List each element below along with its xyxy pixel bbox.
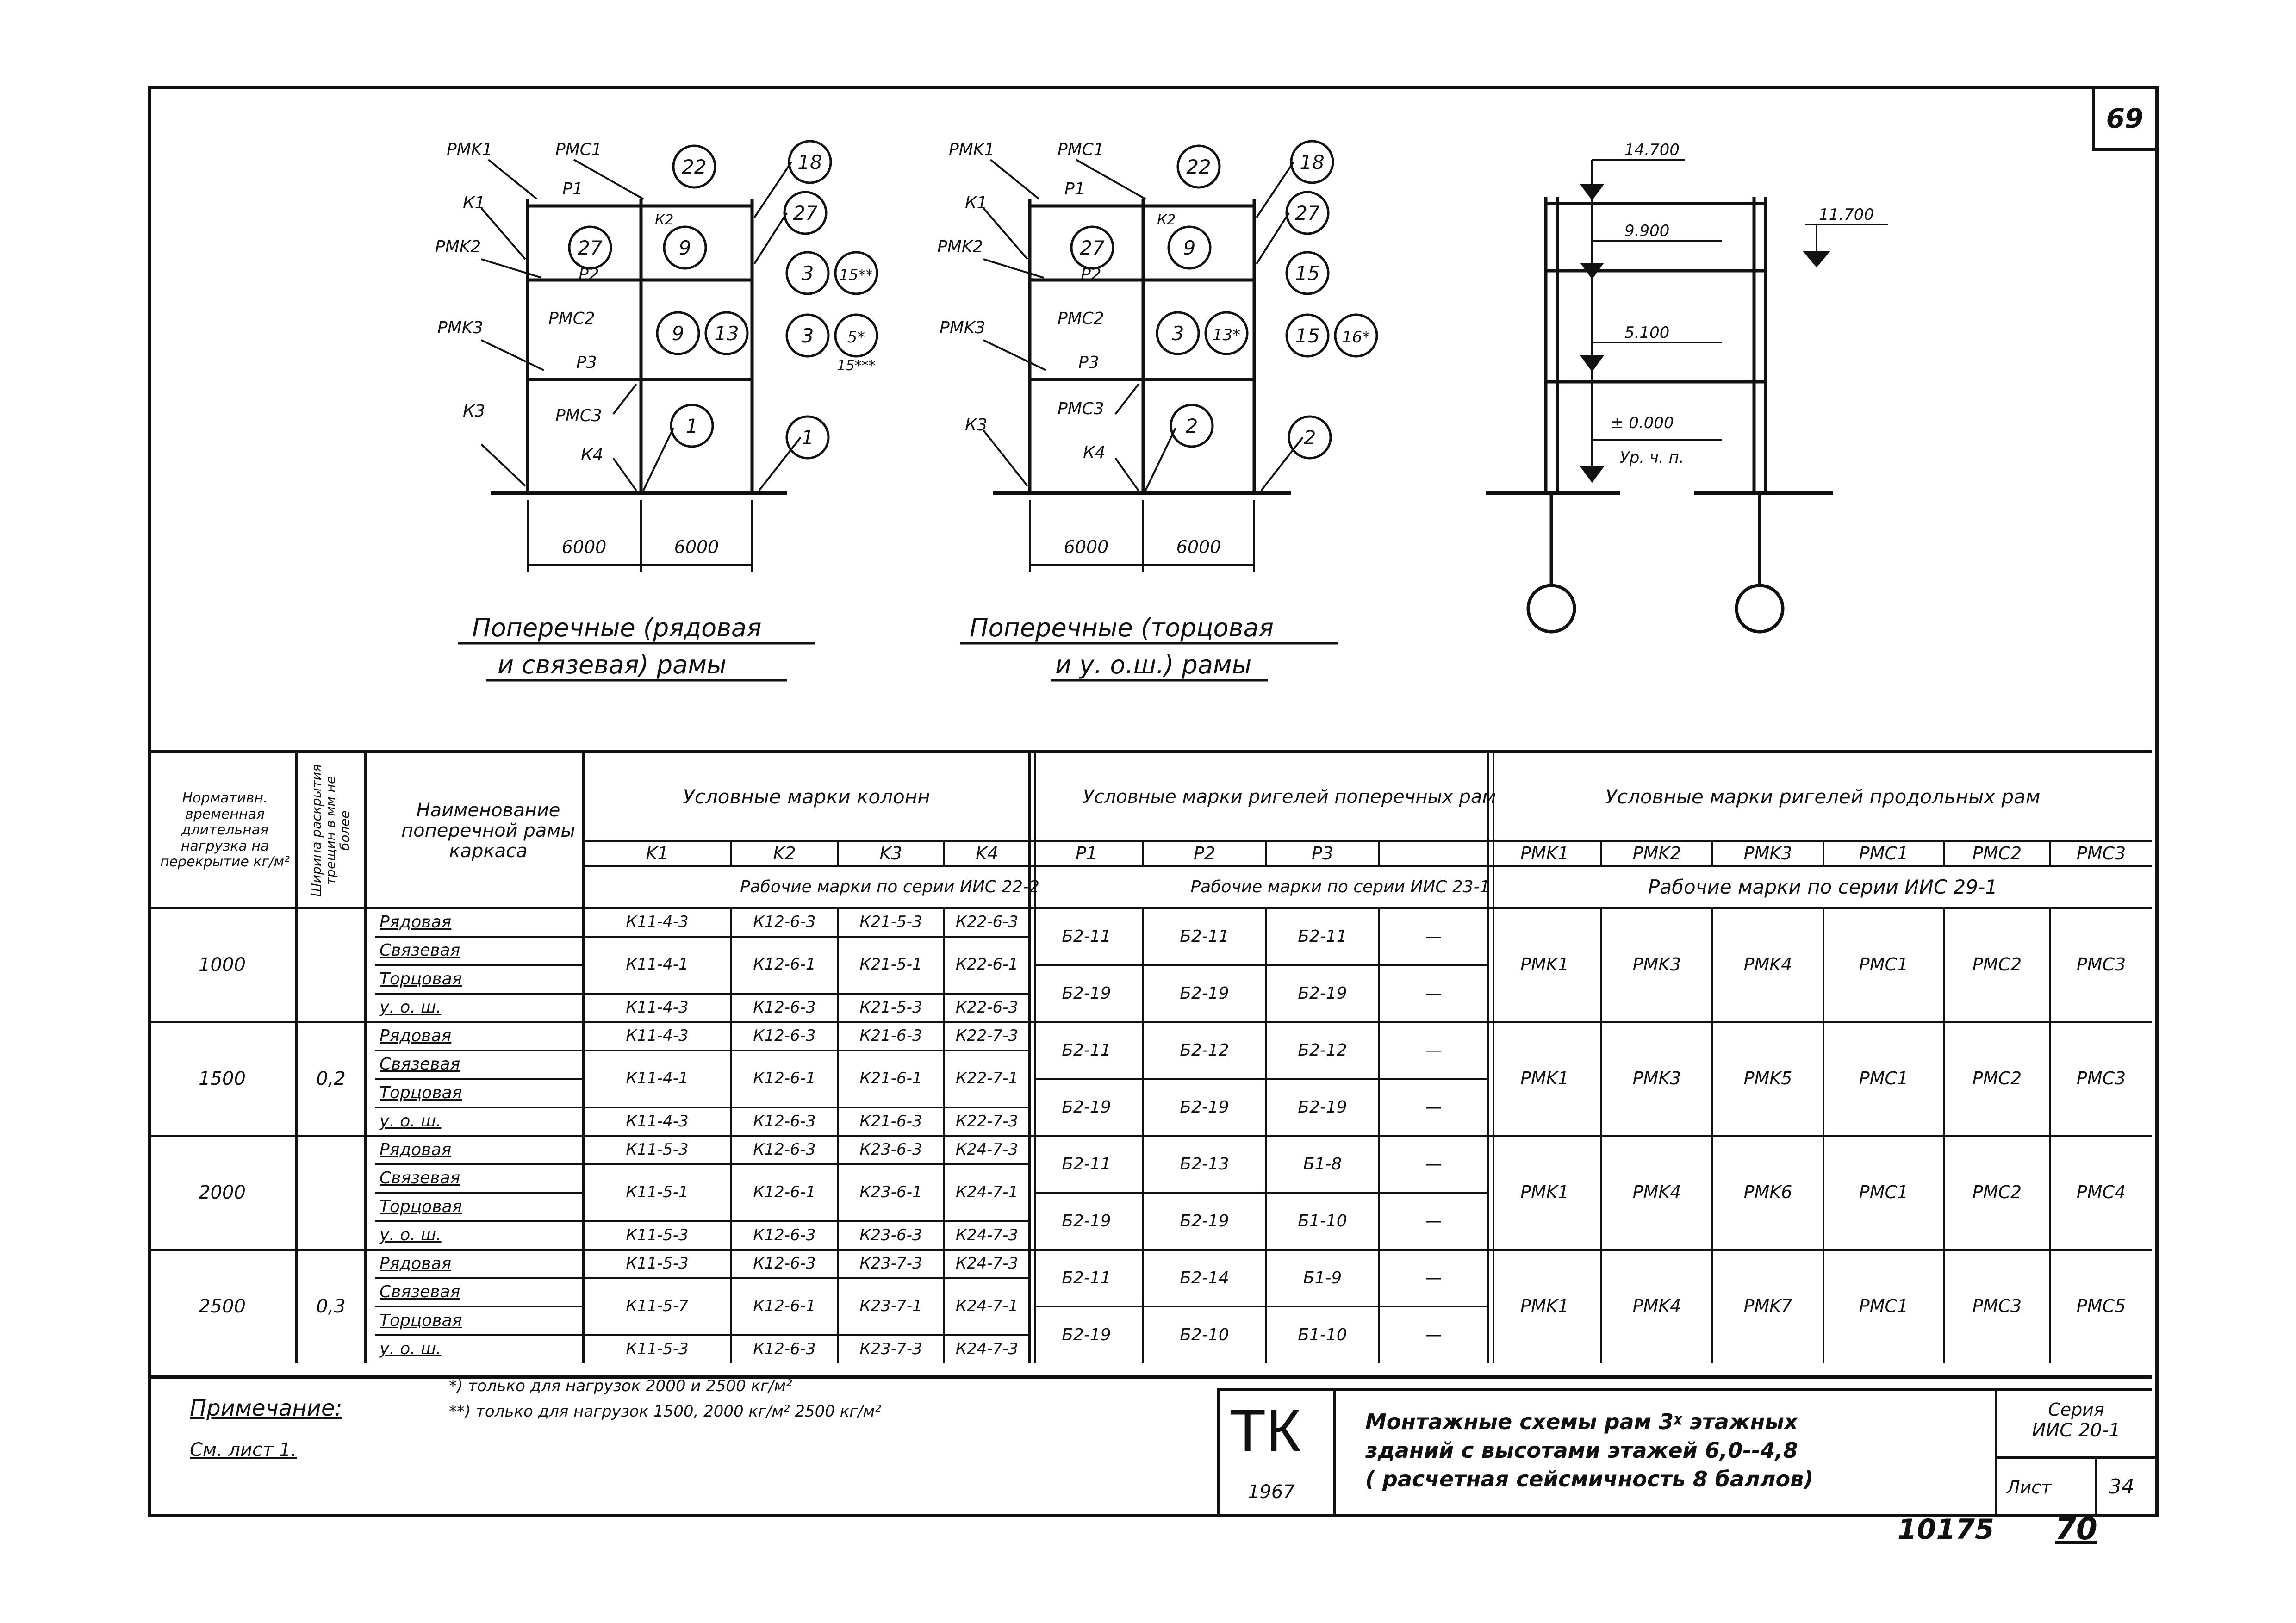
series-label: Серия bbox=[2048, 1399, 2104, 1420]
hdr-column-4: K4 bbox=[975, 843, 999, 864]
column-mark: К11-4-3 bbox=[626, 1026, 689, 1045]
column-mark: К23-6-1 bbox=[859, 1183, 922, 1202]
hdr-column-1: K1 bbox=[646, 843, 669, 864]
hdr-frame-name: Наименование поперечной рамы каркаса bbox=[401, 799, 575, 862]
doc-number: 10175 bbox=[1898, 1513, 1994, 1546]
doc-title-line2: зданий с высотами этажей 6,0--4,8 bbox=[1365, 1438, 1798, 1463]
d2-bubble: 27 bbox=[1295, 202, 1320, 224]
d1-label-k1: К1 bbox=[463, 193, 485, 212]
frame-type: Связевая bbox=[380, 941, 460, 960]
column-mark: К11-4-1 bbox=[626, 1069, 689, 1088]
d1-bubble: 13 bbox=[714, 322, 739, 345]
d1-bubble: 18 bbox=[797, 151, 822, 174]
d1-bubble-note: 15*** bbox=[837, 358, 876, 374]
girder-mark: — bbox=[1425, 927, 1442, 946]
frame-type: Рядовая bbox=[380, 912, 452, 932]
hdr-long-2: PMK2 bbox=[1632, 843, 1681, 864]
d2-caption-line1: Поперечные (торцовая bbox=[970, 613, 1274, 642]
long-girder-mark: PMC1 bbox=[1859, 1182, 1909, 1203]
doc-title bbox=[1365, 1407, 1813, 1493]
girder-mark: — bbox=[1425, 983, 1442, 1003]
girder-mark: Б2-19 bbox=[1180, 1097, 1229, 1117]
d2-dim: 6000 bbox=[1064, 537, 1109, 557]
column-mark: К12-6-3 bbox=[753, 1254, 816, 1273]
girder-mark: — bbox=[1425, 1211, 1442, 1231]
d1-label-rmc3: PMC3 bbox=[555, 406, 602, 425]
hdr-crack: Ширина раскрытия трещин в мм не более bbox=[308, 764, 353, 897]
girder-mark: Б2-11 bbox=[1062, 1040, 1111, 1060]
girder-mark: — bbox=[1425, 1325, 1442, 1344]
d1-bubble: 27 bbox=[793, 202, 818, 224]
d2-bubble: 18 bbox=[1300, 151, 1325, 174]
girder-mark: Б1-9 bbox=[1303, 1268, 1342, 1287]
column-mark: К12-6-3 bbox=[753, 1339, 816, 1358]
girder-mark: Б1-10 bbox=[1298, 1211, 1347, 1231]
column-mark: К11-5-3 bbox=[626, 1339, 689, 1358]
column-mark: К11-4-1 bbox=[626, 955, 689, 974]
crack-value: 0,3 bbox=[316, 1296, 346, 1317]
column-mark: К24-7-3 bbox=[955, 1254, 1019, 1273]
long-girder-mark: PMC5 bbox=[2076, 1296, 2126, 1317]
d1-caption-line2: и связевая) рамы bbox=[498, 650, 727, 679]
column-mark: К11-5-7 bbox=[626, 1297, 689, 1316]
long-girder-mark: PMC1 bbox=[1859, 954, 1909, 975]
long-girder-mark: PMK1 bbox=[1520, 1182, 1569, 1203]
hdr-columns-series: Рабочие марки по серии ИИС 22-2 bbox=[740, 877, 1040, 897]
column-mark: К22-6-3 bbox=[955, 998, 1019, 1017]
d1-bubble: 27 bbox=[578, 236, 603, 259]
d3-elev-0: ± 0.000 bbox=[1611, 414, 1674, 432]
doc-title-line1: Монтажные схемы рам 3ᵡ этажных bbox=[1365, 1409, 1798, 1434]
sheet-label: Лист bbox=[2007, 1477, 2052, 1498]
d2-bubble: 15 bbox=[1295, 324, 1320, 347]
frame-type: у. о. ш. bbox=[380, 1339, 442, 1359]
column-mark: К24-7-1 bbox=[955, 1297, 1019, 1316]
girder-mark: Б1-8 bbox=[1303, 1154, 1342, 1174]
long-girder-mark: PMC1 bbox=[1859, 1068, 1909, 1089]
column-mark: К24-7-1 bbox=[955, 1183, 1019, 1202]
column-mark: К12-6-3 bbox=[753, 1140, 816, 1159]
column-mark: К12-6-1 bbox=[753, 1069, 816, 1088]
column-mark: К12-6-1 bbox=[753, 1297, 816, 1316]
long-girder-mark: PMK4 bbox=[1632, 1296, 1681, 1317]
long-girder-mark: PMC3 bbox=[2076, 1068, 2126, 1089]
d1-label-rmk2: PMK2 bbox=[435, 237, 481, 256]
hdr-load: Нормативн. временная длительная нагрузка на перекрытие кг/м² bbox=[160, 790, 290, 871]
column-mark: К12-6-3 bbox=[753, 1026, 816, 1045]
hdr-long-6: PMC3 bbox=[2076, 843, 2126, 864]
long-girder-mark: PMC3 bbox=[2076, 954, 2126, 975]
girder-mark: Б2-19 bbox=[1062, 1325, 1111, 1344]
column-mark: К23-6-3 bbox=[859, 1140, 922, 1159]
hdr-long-5: PMC2 bbox=[1972, 843, 2022, 864]
sheet-divider bbox=[2095, 1459, 2097, 1514]
series-box bbox=[1995, 1391, 2155, 1459]
hdr-girder-2: P2 bbox=[1193, 843, 1216, 864]
frame-type: Рядовая bbox=[380, 1254, 452, 1273]
series-value: ИИС 20-1 bbox=[2032, 1420, 2121, 1441]
crack-value bbox=[296, 1136, 366, 1250]
girder-mark: — bbox=[1425, 1040, 1442, 1060]
girder-mark: Б2-19 bbox=[1298, 983, 1347, 1003]
long-girder-mark: PMK7 bbox=[1743, 1296, 1792, 1317]
d3-ground-label: Ур. ч. п. bbox=[1620, 448, 1684, 467]
d3-elev-2: 9.900 bbox=[1624, 222, 1670, 240]
logo: ТК bbox=[1229, 1397, 1301, 1464]
frame-type: Рядовая bbox=[380, 1140, 452, 1159]
d1-label-k4: К4 bbox=[581, 446, 604, 465]
frame-type: Торцовая bbox=[380, 1311, 462, 1330]
d3-elev-side: 11.700 bbox=[1819, 205, 1874, 224]
girder-mark: Б2-14 bbox=[1180, 1268, 1229, 1287]
column-mark: К21-6-1 bbox=[859, 1069, 922, 1088]
girder-mark: Б2-12 bbox=[1298, 1040, 1347, 1060]
year: 1967 bbox=[1248, 1481, 1295, 1503]
column-mark: К23-7-3 bbox=[859, 1254, 922, 1273]
crack-value bbox=[296, 908, 366, 1022]
girder-mark: Б2-12 bbox=[1180, 1040, 1229, 1060]
girder-mark: — bbox=[1425, 1097, 1442, 1117]
column-mark: К24-7-3 bbox=[955, 1339, 1019, 1358]
note-line-2: **) только для нагрузок 1500, 2000 кг/м² 2500 кг/м² bbox=[449, 1402, 881, 1421]
d3-elev-top: 14.700 bbox=[1624, 141, 1680, 159]
frame-type: Связевая bbox=[380, 1169, 460, 1188]
frame-type: Торцовая bbox=[380, 1083, 462, 1102]
long-girder-mark: PMK1 bbox=[1520, 954, 1569, 975]
d2-bubble: 2 bbox=[1185, 415, 1198, 437]
column-mark: К21-5-3 bbox=[859, 998, 922, 1017]
d1-label-rmk1: PMK1 bbox=[447, 140, 493, 159]
d2-bubble: 2 bbox=[1303, 426, 1316, 449]
frame-type: Торцовая bbox=[380, 969, 462, 989]
girder-mark: Б2-19 bbox=[1062, 1211, 1111, 1231]
hdr-columns-group: Условные марки колонн bbox=[683, 785, 930, 808]
column-mark: К21-5-1 bbox=[859, 955, 922, 974]
d1-bubble: 22 bbox=[682, 155, 707, 178]
doc-title-line3: ( расчетная сейсмичность 8 баллов) bbox=[1365, 1467, 1814, 1492]
load-value: 1500 bbox=[199, 1068, 246, 1089]
long-girder-mark: PMK1 bbox=[1520, 1068, 1569, 1089]
d2-label-k4: К4 bbox=[1083, 443, 1106, 462]
d1-label-k2: К2 bbox=[655, 212, 674, 228]
column-mark: К22-7-3 bbox=[955, 1026, 1019, 1045]
column-mark: К23-7-3 bbox=[859, 1339, 922, 1358]
d2-label-rmk1: PMK1 bbox=[949, 140, 995, 159]
long-girder-mark: PMK3 bbox=[1632, 1068, 1681, 1089]
girder-mark: Б2-13 bbox=[1180, 1154, 1229, 1174]
girder-mark: Б2-19 bbox=[1180, 983, 1229, 1003]
column-mark: К12-6-3 bbox=[753, 1225, 816, 1244]
column-mark: К23-6-3 bbox=[859, 1225, 922, 1244]
notes-ref: См. лист 1. bbox=[190, 1439, 297, 1461]
d1-bubble: 3 bbox=[801, 324, 814, 347]
d1-label-p3: P3 bbox=[576, 353, 597, 372]
load-value: 2000 bbox=[199, 1182, 246, 1203]
hdr-long-4: PMC1 bbox=[1859, 843, 1909, 864]
title-block bbox=[1217, 1388, 2152, 1514]
girder-mark: Б2-11 bbox=[1298, 927, 1347, 946]
d2-label-rmk2: PMK2 bbox=[937, 237, 983, 256]
girder-mark: Б2-19 bbox=[1062, 983, 1111, 1003]
column-mark: К21-6-3 bbox=[859, 1026, 922, 1045]
notes-title: Примечание: bbox=[190, 1395, 342, 1421]
sheet-mark: 69 bbox=[2106, 103, 2144, 134]
column-mark: К22-7-3 bbox=[955, 1112, 1019, 1131]
column-mark: К21-6-3 bbox=[859, 1112, 922, 1131]
d1-bubble: 1 bbox=[685, 415, 698, 437]
d2-label-rmk3: PMK3 bbox=[940, 318, 986, 337]
girder-mark: Б2-19 bbox=[1062, 1097, 1111, 1117]
d2-label-k3: К3 bbox=[965, 416, 988, 435]
d2-bubble: 9 bbox=[1183, 236, 1196, 259]
column-mark: К11-5-3 bbox=[626, 1225, 689, 1244]
girder-mark: Б2-10 bbox=[1180, 1325, 1229, 1344]
frame-type: Торцовая bbox=[380, 1197, 462, 1216]
hdr-girders-series: Рабочие марки по серии ИИС 23-1 bbox=[1190, 877, 1490, 897]
girder-mark: Б2-11 bbox=[1180, 927, 1229, 946]
d1-label-p2: P2 bbox=[579, 265, 599, 284]
d2-label-p3: P3 bbox=[1078, 353, 1099, 372]
d2-bubble: 16* bbox=[1342, 328, 1370, 347]
column-mark: К11-5-1 bbox=[626, 1183, 689, 1202]
d1-dim: 6000 bbox=[561, 537, 607, 557]
column-mark: К12-6-1 bbox=[753, 955, 816, 974]
column-mark: К12-6-3 bbox=[753, 998, 816, 1017]
column-mark: К23-7-1 bbox=[859, 1297, 922, 1316]
girder-mark: Б2-11 bbox=[1062, 1154, 1111, 1174]
long-girder-mark: PMK1 bbox=[1520, 1296, 1569, 1317]
column-mark: К24-7-3 bbox=[955, 1140, 1019, 1159]
long-girder-mark: PMC4 bbox=[2076, 1182, 2126, 1203]
hdr-girders-group: Условные марки ригелей поперечных рам bbox=[1083, 786, 1496, 808]
long-girder-mark: PMC1 bbox=[1859, 1296, 1909, 1317]
long-girder-mark: PMC3 bbox=[1972, 1296, 2022, 1317]
page-number: 70 bbox=[2055, 1511, 2097, 1547]
long-girder-mark: PMC2 bbox=[1972, 1068, 2022, 1089]
d1-bubble: 9 bbox=[678, 236, 691, 259]
girder-mark: Б1-10 bbox=[1298, 1325, 1347, 1344]
d1-label-k3: К3 bbox=[463, 402, 485, 421]
d1-label-rmc1: PMC1 bbox=[555, 140, 602, 159]
hdr-long-1: PMK1 bbox=[1520, 843, 1569, 864]
column-mark: К22-6-1 bbox=[955, 955, 1019, 974]
hdr-column-3: K3 bbox=[879, 843, 902, 864]
d1-dim: 6000 bbox=[674, 537, 719, 557]
d1-bubble: 15** bbox=[839, 266, 873, 284]
hdr-column-2: K2 bbox=[773, 843, 796, 864]
column-mark: К11-4-3 bbox=[626, 913, 689, 932]
long-girder-mark: PMC2 bbox=[1972, 954, 2022, 975]
column-mark: К12-6-1 bbox=[753, 1183, 816, 1202]
girder-mark: — bbox=[1425, 1268, 1442, 1287]
girder-mark: Б2-11 bbox=[1062, 1268, 1111, 1287]
column-mark: К11-4-3 bbox=[626, 998, 689, 1017]
long-girder-mark: PMK6 bbox=[1743, 1182, 1792, 1203]
d3-elev-1: 5.100 bbox=[1624, 323, 1670, 342]
d2-label-rmc3: PMC3 bbox=[1058, 399, 1104, 418]
d2-bubble: 3 bbox=[1171, 322, 1184, 345]
hdr-long-group: Условные марки ригелей продольных рам bbox=[1605, 785, 2041, 808]
d2-bubble: 22 bbox=[1186, 155, 1211, 178]
column-mark: К12-6-3 bbox=[753, 1112, 816, 1131]
column-mark: К21-5-3 bbox=[859, 913, 922, 932]
frame-type: Связевая bbox=[380, 1055, 460, 1074]
load-value: 2500 bbox=[199, 1296, 246, 1317]
hdr-girder-1: P1 bbox=[1075, 843, 1098, 864]
d1-label-rmk3: PMK3 bbox=[437, 318, 484, 337]
d1-label-rmc2: PMC2 bbox=[548, 309, 595, 328]
column-mark: К11-5-3 bbox=[626, 1254, 689, 1273]
d2-caption-line2: и у. о.ш.) рамы bbox=[1055, 650, 1252, 679]
column-mark: К24-7-3 bbox=[955, 1225, 1019, 1244]
girder-mark: — bbox=[1425, 1154, 1442, 1174]
schedule-table bbox=[148, 750, 2152, 1379]
frame-type: Связевая bbox=[380, 1282, 460, 1302]
d2-label-rmc2: PMC2 bbox=[1058, 309, 1104, 328]
crack-value: 0,2 bbox=[316, 1068, 346, 1089]
d1-label-p1: P1 bbox=[562, 180, 583, 199]
long-girder-mark: PMC2 bbox=[1972, 1182, 2022, 1203]
hdr-long-3: PMK3 bbox=[1743, 843, 1792, 864]
hdr-long-series: Рабочие марки по серии ИИС 29-1 bbox=[1648, 875, 1997, 898]
d1-bubble: 1 bbox=[801, 426, 814, 449]
column-mark: К11-5-3 bbox=[626, 1140, 689, 1159]
sheet-value: 34 bbox=[2109, 1475, 2134, 1499]
column-mark: К22-6-3 bbox=[955, 913, 1019, 932]
d2-bubble: 27 bbox=[1080, 236, 1105, 259]
long-girder-mark: PMK4 bbox=[1743, 954, 1792, 975]
d1-caption-line1: Поперечные (рядовая bbox=[472, 613, 762, 642]
column-mark: К11-4-3 bbox=[626, 1112, 689, 1131]
d1-bubble: 9 bbox=[672, 322, 684, 345]
frame-type: у. о. ш. bbox=[380, 1112, 442, 1131]
d1-bubble: 5* bbox=[847, 328, 865, 347]
d2-label-k1: К1 bbox=[965, 193, 988, 212]
hdr-girder-4 bbox=[1379, 841, 1488, 866]
frame-type: у. о. ш. bbox=[380, 998, 442, 1017]
long-girder-mark: PMK5 bbox=[1743, 1068, 1792, 1089]
d2-label-rmc1: PMC1 bbox=[1058, 140, 1104, 159]
column-mark: К12-6-3 bbox=[753, 913, 816, 932]
sheet-box bbox=[1995, 1459, 2155, 1514]
logo-box bbox=[1217, 1391, 1336, 1514]
d2-label-p2: P2 bbox=[1081, 265, 1101, 284]
girder-mark: Б2-19 bbox=[1180, 1211, 1229, 1231]
d2-label-p1: P1 bbox=[1064, 180, 1085, 199]
long-girder-mark: PMK4 bbox=[1632, 1182, 1681, 1203]
d2-label-k2: К2 bbox=[1157, 212, 1176, 228]
d2-dim: 6000 bbox=[1176, 537, 1221, 557]
d2-bubble: 15 bbox=[1295, 262, 1320, 285]
frame-diagrams bbox=[0, 0, 2296, 750]
d1-bubble: 3 bbox=[801, 262, 814, 285]
frame-type: Рядовая bbox=[380, 1026, 452, 1045]
long-girder-mark: PMK3 bbox=[1632, 954, 1681, 975]
notes-block bbox=[190, 1377, 1208, 1488]
hdr-girder-3: P3 bbox=[1311, 843, 1334, 864]
frame-type: у. о. ш. bbox=[380, 1225, 442, 1245]
note-line-1: *) только для нагрузок 2000 и 2500 кг/м² bbox=[449, 1377, 792, 1395]
girder-mark: Б2-11 bbox=[1062, 927, 1111, 946]
load-value: 1000 bbox=[199, 954, 246, 976]
column-mark: К22-7-1 bbox=[955, 1069, 1019, 1088]
girder-mark: Б2-19 bbox=[1298, 1097, 1347, 1117]
d2-bubble: 13* bbox=[1212, 326, 1241, 344]
